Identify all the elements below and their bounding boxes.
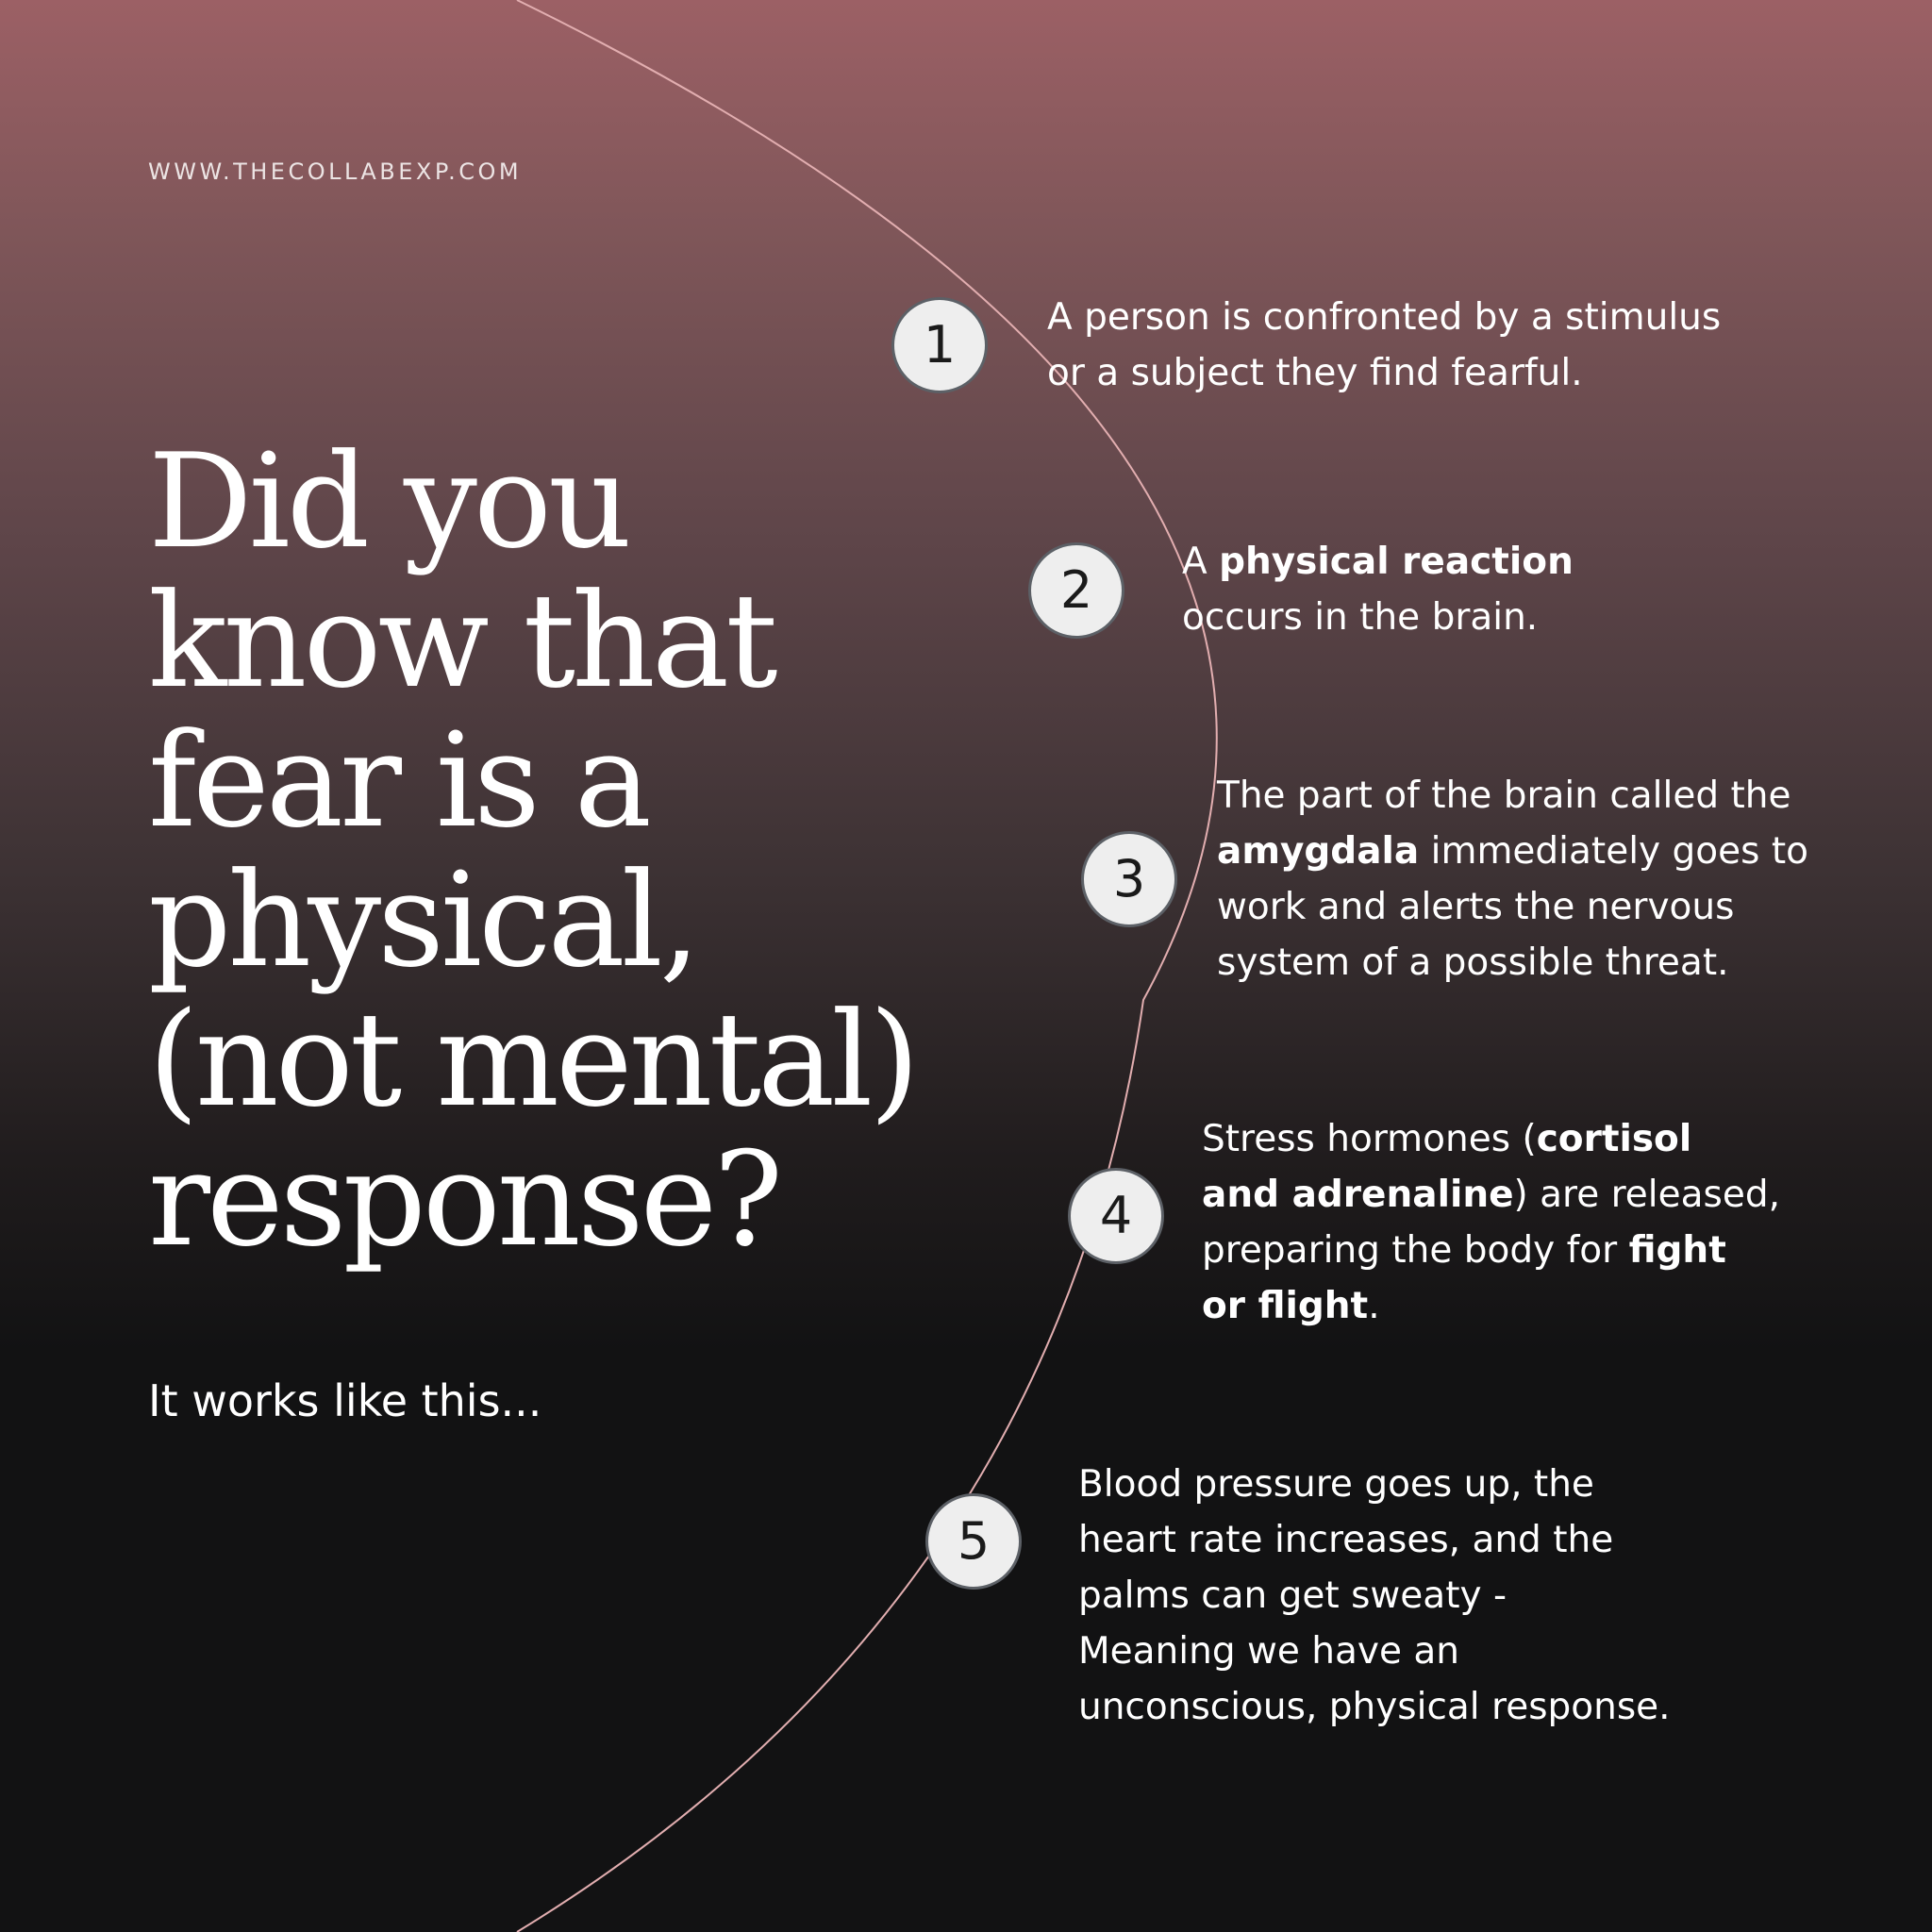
text-segment: ) are released, xyxy=(1513,1174,1780,1216)
headline-line: physical, xyxy=(148,844,697,996)
text-segment: immediately goes to xyxy=(1419,830,1808,873)
headline xyxy=(148,425,917,1275)
text-segment: . xyxy=(1368,1285,1380,1327)
step-4-text xyxy=(1202,1111,1780,1334)
text-segment: heart rate increases, and the xyxy=(1078,1519,1614,1561)
step-text-line xyxy=(1217,879,1808,935)
text-segment-bold: fight xyxy=(1628,1229,1726,1272)
step-text-line xyxy=(1078,1624,1671,1679)
text-segment: occurs in the brain. xyxy=(1182,596,1539,639)
text-segment: Meaning we have an xyxy=(1078,1630,1459,1673)
step-2-text xyxy=(1182,534,1574,645)
text-segment-bold: physical reaction xyxy=(1219,541,1574,583)
text-segment: work and alerts the nervous xyxy=(1217,886,1735,928)
step-text-line xyxy=(1217,824,1808,879)
headline-line: know that xyxy=(148,565,774,717)
text-segment-bold: cortisol xyxy=(1536,1118,1692,1160)
text-segment-bold: and adrenaline xyxy=(1202,1174,1514,1216)
headline-line: response? xyxy=(148,1124,780,1275)
step-text-line xyxy=(1078,1679,1671,1735)
step-text-line xyxy=(1182,534,1574,590)
step-text-line xyxy=(1047,290,1721,345)
text-segment: A xyxy=(1182,541,1220,583)
step-3-badge: 3 xyxy=(1081,831,1177,927)
headline-line: fear is a xyxy=(148,705,648,857)
text-segment: A person is confronted by a stimulus xyxy=(1047,296,1722,339)
step-5-badge: 5 xyxy=(925,1493,1022,1590)
step-text-line xyxy=(1202,1167,1780,1223)
text-segment: or a subject they find fearful. xyxy=(1047,352,1583,394)
step-text-line xyxy=(1047,345,1721,401)
step-2-badge: 2 xyxy=(1028,542,1124,639)
text-segment: preparing the body for xyxy=(1202,1229,1629,1272)
step-text-line xyxy=(1202,1111,1780,1167)
text-segment: system of a possible threat. xyxy=(1217,941,1729,984)
step-text-line xyxy=(1078,1457,1671,1512)
step-text-line xyxy=(1078,1512,1671,1568)
step-text-line xyxy=(1217,768,1808,824)
step-text-line xyxy=(1182,590,1574,645)
step-1-badge: 1 xyxy=(891,297,988,393)
site-url: WWW.THECOLLABEXP.COM xyxy=(148,158,523,185)
step-5-text xyxy=(1078,1457,1671,1735)
text-segment: The part of the brain called the xyxy=(1217,774,1791,817)
step-3-text xyxy=(1217,768,1808,991)
text-segment-bold: amygdala xyxy=(1217,830,1420,873)
headline-line: Did you xyxy=(148,425,628,577)
text-segment: Stress hormones ( xyxy=(1202,1118,1537,1160)
text-segment: Blood pressure goes up, the xyxy=(1078,1463,1594,1506)
intro-text: It works like this... xyxy=(148,1375,542,1426)
step-1-text xyxy=(1047,290,1721,401)
text-segment: palms can get sweaty - xyxy=(1078,1574,1507,1617)
step-text-line xyxy=(1202,1278,1780,1334)
step-4-badge: 4 xyxy=(1068,1168,1164,1264)
step-text-line xyxy=(1078,1568,1671,1624)
step-text-line xyxy=(1217,935,1808,991)
text-segment: unconscious, physical response. xyxy=(1078,1686,1671,1728)
step-text-line xyxy=(1202,1223,1780,1278)
text-segment-bold: or flight xyxy=(1202,1285,1369,1327)
headline-line: (not mental) xyxy=(148,984,917,1136)
